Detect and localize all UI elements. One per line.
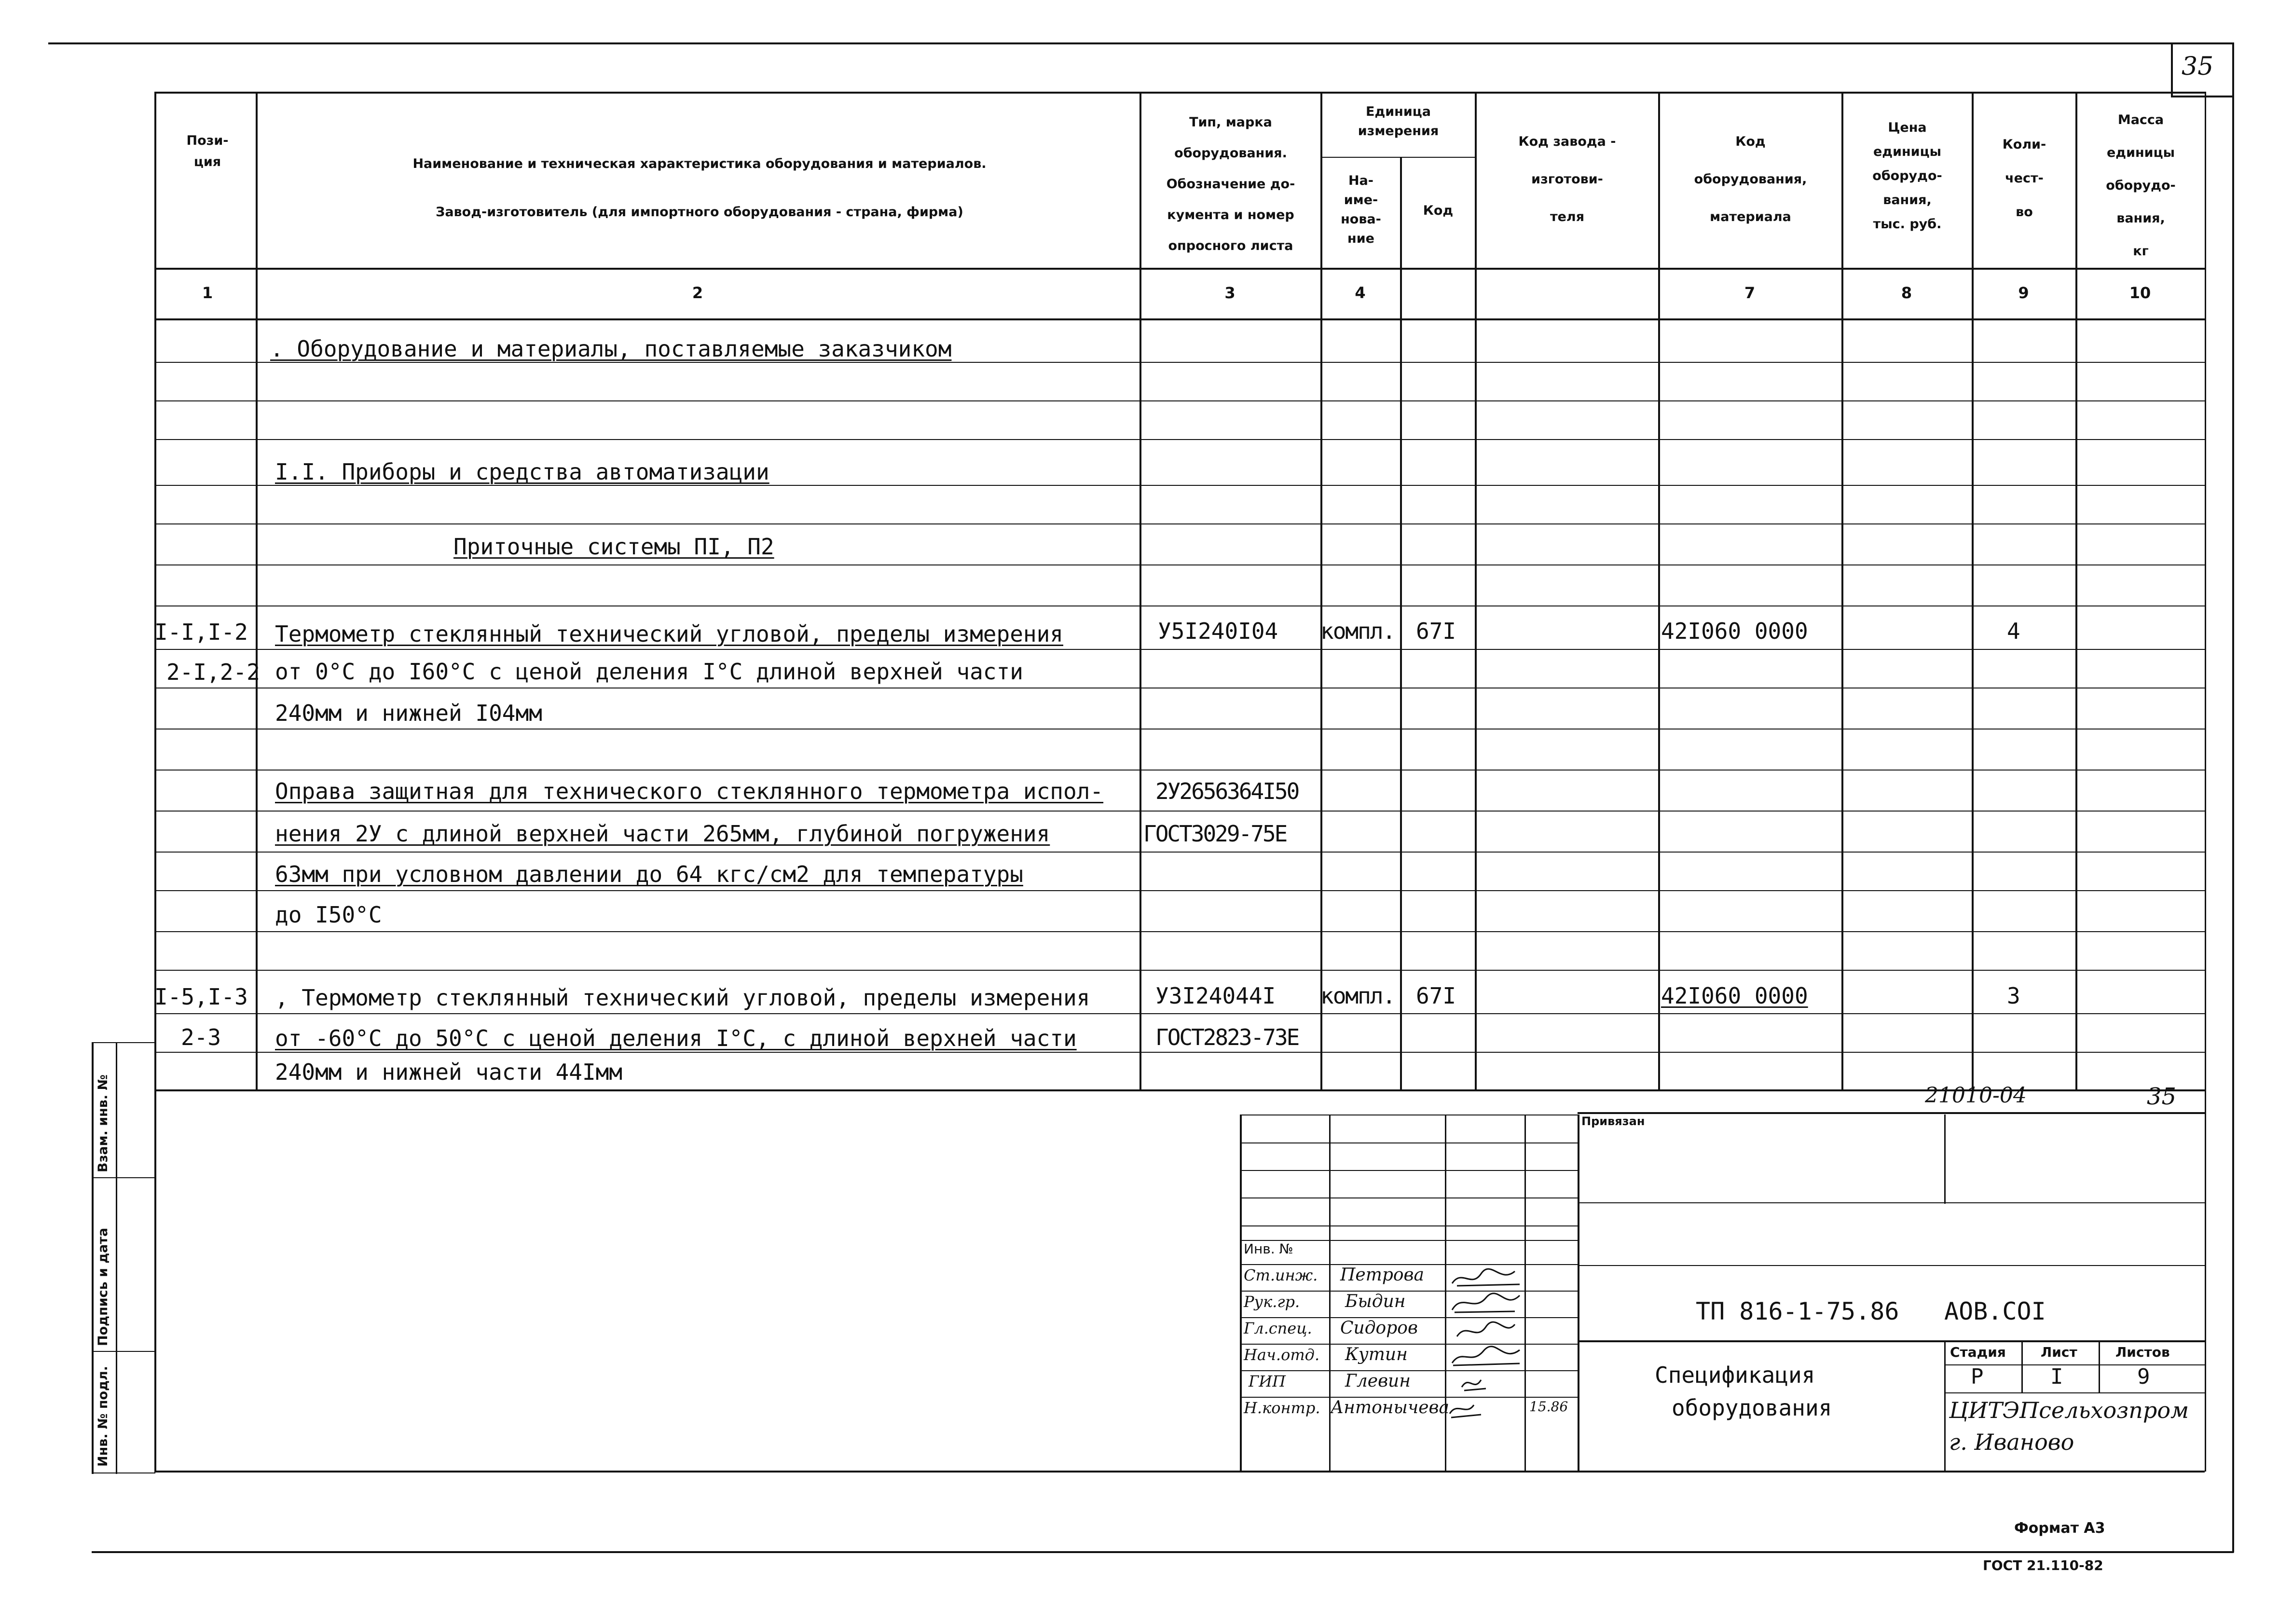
header-unit-group: Единица измерения: [1358, 104, 1439, 138]
item3-name: от -60°С до 50°С с ценой деления I°С, с длиной верхней части: [275, 1025, 1077, 1051]
header-unit-code: Код: [1423, 203, 1454, 218]
header-unit-name: На- име- нова- ние: [1341, 173, 1381, 246]
stamp-person: Глевин: [1345, 1371, 1411, 1391]
privyazan-label: Привязан: [1581, 1115, 1645, 1128]
item3-type: ГОСТ2823-73Е: [1155, 1024, 1299, 1050]
item2-name: до I50°С: [275, 902, 382, 928]
side-label: Подпись и дата: [96, 1227, 110, 1346]
stamp-stage-divider: [2099, 1340, 2100, 1393]
stamp-col-divider: [1578, 1115, 1579, 1472]
side-label: Взам. инв. №: [96, 1074, 110, 1172]
frame-inner-right: [2205, 92, 2206, 1472]
stamp-col-divider: [1445, 1115, 1446, 1472]
stamp-person: Сидоров: [1340, 1318, 1418, 1338]
column-number: 2: [692, 284, 703, 302]
col-divider-7: [1841, 92, 1843, 1090]
item3-position: 2-3: [181, 1024, 221, 1050]
stamp-privyazan-divider: [1944, 1115, 1946, 1204]
item3-quantity: 3: [2007, 983, 2020, 1009]
header-type: Тип, марка оборудования. Обозначение до- кумента и номер опросного листа: [1166, 115, 1295, 253]
frame-bottom: [92, 1551, 2234, 1553]
stamp-person: Петрова: [1340, 1265, 1424, 1285]
row-line: [154, 811, 2205, 812]
item2-type: ГОСТ3029-75Е: [1143, 821, 1287, 847]
stamp-col-divider: [1524, 1115, 1526, 1472]
item1-name: от 0°С до I60°С с ценой деления I°С длиной верхней части: [275, 659, 1023, 685]
table-top-border: [154, 92, 2205, 94]
side-strip-left: [92, 1042, 94, 1474]
item3-name: 240мм и нижней части 44Iмм: [275, 1059, 623, 1085]
item1-name: 240мм и нижней I04мм: [275, 700, 542, 726]
column-number: 9: [2018, 284, 2029, 302]
stage-label: Стадия: [1950, 1344, 2006, 1360]
item2-name: нения 2У с длиной верхней части 265мм, глубиной погружения: [275, 821, 1050, 847]
doc-title: Спецификация: [1655, 1362, 1815, 1388]
item1-type: У5I240I04: [1158, 618, 1278, 644]
stamp-stage-divider: [2021, 1340, 2023, 1393]
frame-inner-left: [154, 92, 156, 1472]
project-code: ТП 816-1-75.86: [1696, 1297, 1899, 1325]
header-bottom-border: [154, 268, 2205, 270]
column-number: 4: [1355, 284, 1366, 302]
row-line: [154, 1013, 2205, 1014]
row-line: [154, 770, 2205, 771]
frame-top: [48, 42, 2234, 44]
side-strip-divider: [116, 1042, 117, 1474]
row-line: [154, 564, 2205, 565]
stamp-row-line: [1240, 1197, 1578, 1198]
stamp-role: Нач.отд.: [1244, 1346, 1320, 1364]
row-line: [154, 439, 2205, 440]
corner-box-bottom: [2171, 96, 2234, 97]
item1-name: Термометр стеклянный технический угловой, пределы измерения: [275, 621, 1063, 647]
stamp-person: Антонычева: [1331, 1398, 1449, 1418]
stamp-stage-divider: [1944, 1340, 1946, 1472]
signatures: [1447, 1264, 1524, 1423]
row-line: [154, 852, 2205, 853]
systems-title: Приточные системы ПI, П2: [453, 534, 774, 560]
stamp-row-line: [1240, 1170, 1578, 1171]
stamp-row-line: [1240, 1291, 1578, 1292]
stamp-line: [1944, 1392, 2205, 1393]
item3-material-code: 42I060 0000: [1661, 983, 1808, 1009]
item3-type: У3I24044I: [1155, 983, 1276, 1009]
header-name: Наименование и техническая характеристика оборудования и материалов. Завод-изготовитель (для импортного оборудования - страна, фирма): [412, 156, 987, 220]
frame-right: [2232, 42, 2234, 1553]
subsection-title: I.I. Приборы и средства автоматизации: [275, 459, 769, 485]
row-line: [154, 649, 2205, 650]
stamp-line: [1578, 1265, 2205, 1266]
corner-box-left: [2171, 42, 2173, 96]
stamp-person: Кутин: [1345, 1345, 1408, 1364]
header-mass: Масса единицы оборудо- вания, кг: [2106, 112, 2176, 259]
col-divider-8: [1972, 92, 1974, 1090]
item1-material-code: 42I060 0000: [1661, 618, 1808, 644]
item1-unit-code: 67I: [1416, 618, 1456, 644]
inv-label: Инв. №: [1244, 1241, 1293, 1257]
col-divider-4: [1400, 157, 1402, 1090]
stamp-role: Рук.гр.: [1244, 1293, 1300, 1311]
header-equipment-code: Код оборудования, материала: [1694, 134, 1807, 224]
gost-label: ГОСТ 21.110-82: [1983, 1557, 2103, 1573]
col-divider-1: [256, 92, 258, 1090]
doc-title: оборудования: [1672, 1395, 1832, 1421]
header-factory-code: Код завода - изготови- теля: [1518, 134, 1616, 224]
doc-mark: АОВ.СОI: [1944, 1297, 2046, 1325]
date-note: 15.86: [1529, 1399, 1568, 1415]
numbers-bottom-border: [154, 318, 2205, 320]
stage-value: Р: [1971, 1364, 1984, 1389]
item1-position: I-I,I-2: [154, 619, 248, 645]
column-number: 10: [2129, 284, 2151, 302]
item1-position: 2-I,2-2: [166, 659, 260, 685]
item3-name: , Термометр стеклянный технический угловой, пределы измерения: [275, 985, 1090, 1011]
stamp-role: Гл.спец.: [1244, 1319, 1312, 1337]
format-label: Формат А3: [2014, 1520, 2105, 1537]
stamp-col-divider: [1329, 1115, 1331, 1472]
item2-name: 63мм при условном давлении до 64 кгс/см2 для температуры: [275, 861, 1023, 887]
column-number: 3: [1224, 284, 1236, 302]
item2-name: Оправа защитная для технического стеклянного термометра испол-: [275, 778, 1104, 804]
org-city: г. Иваново: [1949, 1429, 2074, 1455]
stamp-top-line: [1578, 1112, 2205, 1114]
row-line: [154, 890, 2205, 891]
sheets-value: 9: [2137, 1364, 2150, 1389]
stamp-role: ГИП: [1249, 1372, 1286, 1390]
org-name: ЦИТЭПсельхозпром: [1949, 1397, 2189, 1423]
row-line: [154, 931, 2205, 932]
column-number: 8: [1901, 284, 1912, 302]
table-bottom-border: [154, 1089, 2205, 1091]
stamp-sheet-mark: 35: [2147, 1083, 2177, 1110]
row-line: [154, 400, 2205, 401]
row-line: [154, 523, 2205, 524]
item3-unit: компл.: [1320, 983, 1395, 1009]
side-strip-line: [92, 1177, 155, 1178]
side-strip-line: [92, 1351, 155, 1352]
column-number: 1: [202, 284, 213, 302]
header-position: Пози- ция: [186, 133, 229, 169]
stamp-row-line: [1240, 1142, 1578, 1143]
item2-type: 2У2656364I50: [1155, 778, 1299, 804]
stamp-line: [1578, 1202, 2205, 1203]
item1-unit: компл.: [1320, 618, 1395, 644]
item1-quantity: 4: [2007, 618, 2020, 644]
doc-code: 21010-04: [1925, 1083, 2027, 1108]
col-divider-6: [1658, 92, 1660, 1090]
section-title: . Оборудование и материалы, поставляемые заказчиком: [270, 336, 952, 362]
row-line: [154, 970, 2205, 971]
stamp-person: Быдин: [1345, 1292, 1406, 1311]
side-label: Инв. № подл.: [96, 1366, 110, 1467]
stamp-left: [1240, 1115, 1242, 1472]
stamp-line: [1578, 1340, 2205, 1342]
sheet-corner-number: 35: [2182, 52, 2214, 81]
header-price: Цена единицы оборудо- вания, тыс. руб.: [1872, 120, 1942, 232]
unit-group-divider: [1322, 157, 1476, 158]
sheet-value: I: [2050, 1364, 2063, 1389]
side-strip-line: [92, 1042, 155, 1043]
sheet-label: Лист: [2041, 1344, 2077, 1360]
sheets-label: Листов: [2115, 1344, 2170, 1360]
item3-position: I-5,I-3: [154, 984, 248, 1010]
stamp-role: Н.контр.: [1244, 1399, 1320, 1417]
frame-inner-bottom: [154, 1471, 2205, 1473]
row-line: [154, 1052, 2205, 1053]
item3-unit-code: 67I: [1416, 983, 1456, 1009]
col-divider-5: [1475, 92, 1477, 1090]
stamp-role: Ст.инж.: [1244, 1266, 1318, 1284]
header-quantity: Коли- чест- во: [2002, 137, 2046, 220]
stamp-row-line: [1240, 1225, 1578, 1226]
stamp-row-line: [1240, 1344, 1578, 1345]
column-number: 7: [1744, 284, 1756, 302]
